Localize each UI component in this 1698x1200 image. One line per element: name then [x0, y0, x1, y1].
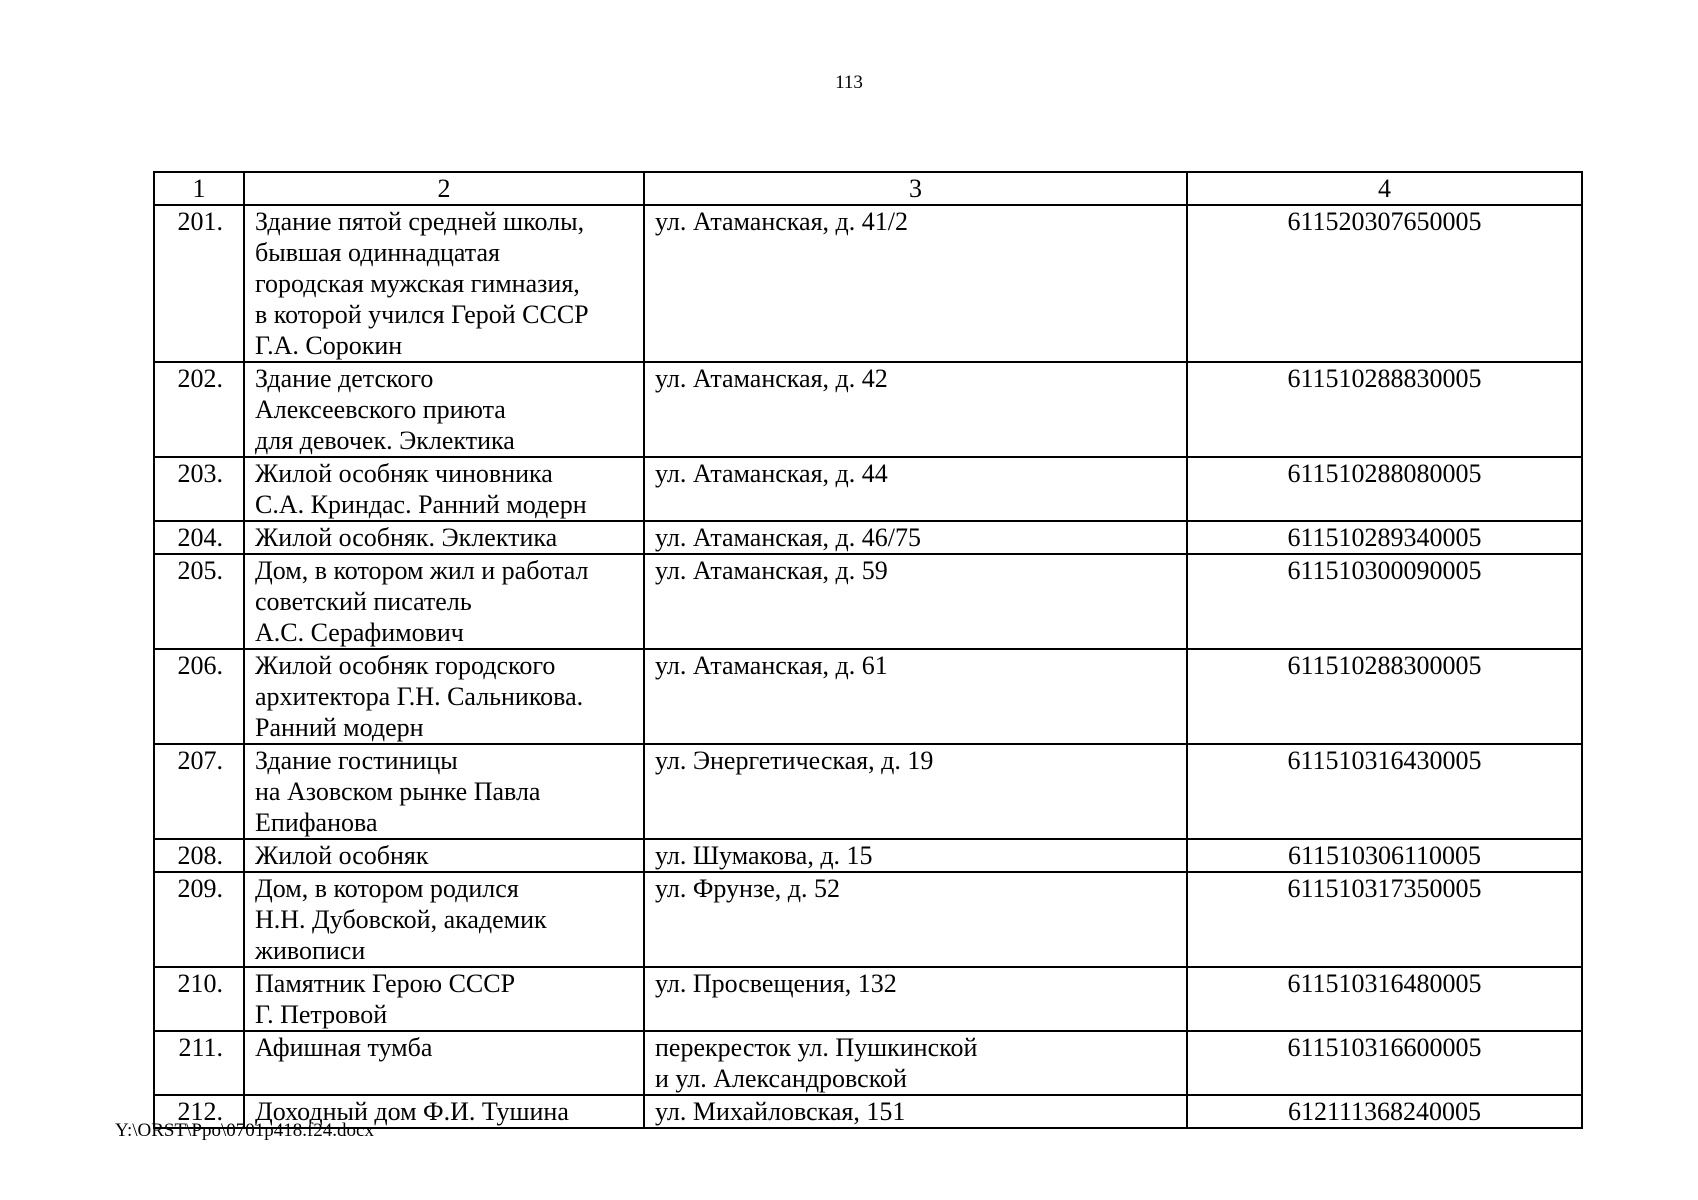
monuments-table-container: [153, 171, 1581, 1129]
row-number: 203.: [154, 457, 244, 521]
registry-code: 611510316430005: [1187, 744, 1582, 839]
table-row: [154, 457, 1582, 521]
object-name-line: Жилой особняк чиновника: [255, 459, 553, 488]
object-address: [644, 839, 1187, 872]
object-name-line: для девочек. Эклектика: [255, 426, 515, 455]
object-address-line: ул. Атаманская, д. 46/75: [655, 523, 921, 552]
table-row: [154, 744, 1582, 839]
object-name-line: Здание пятой средней школы,: [255, 207, 585, 236]
object-name: [244, 362, 644, 457]
row-number: 208.: [154, 839, 244, 872]
object-name-line: Здание детского: [255, 364, 434, 393]
object-address-line: ул. Энергетическая, д. 19: [655, 746, 934, 775]
object-name-line: Епифанова: [255, 808, 378, 837]
registry-code: 611510317350005: [1187, 872, 1582, 967]
header-col-1: 1: [154, 172, 244, 205]
registry-code: 611520307650005: [1187, 205, 1582, 362]
object-name: [244, 649, 644, 744]
object-address: [644, 205, 1187, 362]
header-col-2: 2: [244, 172, 644, 205]
object-name-line: на Азовском рынке Павла: [255, 777, 541, 806]
row-number: 209.: [154, 872, 244, 967]
object-name-line: Дом, в котором родился: [255, 874, 519, 903]
object-address-line: ул. Атаманская, д. 59: [655, 556, 888, 585]
table-row: [154, 205, 1582, 362]
monuments-table: [153, 171, 1583, 1129]
registry-code: 611510316600005: [1187, 1031, 1582, 1095]
object-address: [644, 872, 1187, 967]
table-row: [154, 872, 1582, 967]
object-address-line: ул. Атаманская, д. 44: [655, 459, 888, 488]
object-address-line: перекресток ул. Пушкинской: [655, 1033, 978, 1062]
footer-file-path: Y:\ORST\Ppo\0701p418.f24.docx: [115, 1120, 374, 1141]
table-row: [154, 649, 1582, 744]
object-name-line: Памятник Герою СССР: [255, 969, 516, 998]
registry-code: 611510289340005: [1187, 521, 1582, 554]
object-address: [644, 744, 1187, 839]
object-address: [644, 554, 1187, 649]
registry-code: 612111368240005: [1187, 1095, 1582, 1128]
table-row: [154, 967, 1582, 1031]
object-name-line: Н.Н. Дубовской, академик: [255, 905, 547, 934]
object-address-line: ул. Просвещения, 132: [655, 969, 897, 998]
table-header-row: [154, 172, 1582, 205]
object-name-line: Жилой особняк: [255, 841, 429, 870]
header-col-4: 4: [1187, 172, 1582, 205]
object-name-line: А.С. Серафимович: [255, 618, 464, 647]
object-name-line: Алексеевского приюта: [255, 395, 506, 424]
table-row: [154, 554, 1582, 649]
object-name: [244, 457, 644, 521]
registry-code: 611510316480005: [1187, 967, 1582, 1031]
object-name-line: Афишная тумба: [255, 1033, 433, 1062]
object-address: [644, 1031, 1187, 1095]
object-name: [244, 744, 644, 839]
object-address-line: ул. Атаманская, д. 61: [655, 651, 888, 680]
object-name-line: живописи: [255, 936, 366, 965]
row-number: 210.: [154, 967, 244, 1031]
object-name-line: Жилой особняк. Эклектика: [255, 523, 558, 552]
row-number: 202.: [154, 362, 244, 457]
object-name-line: Г. Петровой: [255, 1000, 388, 1029]
object-address-line: ул. Атаманская, д. 41/2: [655, 207, 908, 236]
header-col-3: 3: [644, 172, 1187, 205]
object-address-line: ул. Шумакова, д. 15: [655, 841, 873, 870]
object-address-line: ул. Михайловская, 151: [655, 1097, 906, 1126]
object-name-line: Г.А. Сорокин: [255, 331, 403, 360]
object-name: [244, 205, 644, 362]
object-address: [644, 967, 1187, 1031]
page-number: 113: [835, 72, 863, 93]
object-name: [244, 839, 644, 872]
object-name-line: советский писатель: [255, 587, 472, 616]
registry-code: 611510288080005: [1187, 457, 1582, 521]
object-name: [244, 554, 644, 649]
row-number: 212.: [154, 1095, 244, 1128]
object-name: [244, 967, 644, 1031]
row-number: 206.: [154, 649, 244, 744]
registry-code: 611510288300005: [1187, 649, 1582, 744]
object-address-line: ул. Атаманская, д. 42: [655, 364, 888, 393]
object-name-line: Дом, в котором жил и работал: [255, 556, 589, 585]
table-row: [154, 362, 1582, 457]
object-address: [644, 362, 1187, 457]
table-row: [154, 1031, 1582, 1095]
object-address-line: ул. Фрунзе, д. 52: [655, 874, 840, 903]
object-address: [644, 521, 1187, 554]
object-name: [244, 1031, 644, 1095]
registry-code: 611510300090005: [1187, 554, 1582, 649]
object-address: [644, 457, 1187, 521]
row-number: 205.: [154, 554, 244, 649]
object-name-line: Ранний модерн: [255, 713, 424, 742]
table-body: [154, 205, 1582, 1128]
object-address: [644, 649, 1187, 744]
object-name-line: бывшая одиннадцатая: [255, 238, 500, 267]
registry-code: 611510306110005: [1187, 839, 1582, 872]
object-name-line: Жилой особняк городского: [255, 651, 556, 680]
row-number: 201.: [154, 205, 244, 362]
registry-code: 611510288830005: [1187, 362, 1582, 457]
row-number: 211.: [154, 1031, 244, 1095]
row-number: 207.: [154, 744, 244, 839]
row-number: 204.: [154, 521, 244, 554]
table-row: [154, 839, 1582, 872]
table-row: [154, 521, 1582, 554]
object-name-line: С.А. Криндас. Ранний модерн: [255, 490, 587, 519]
object-name-line: Доходный дом Ф.И. Тушина: [255, 1097, 569, 1126]
object-name-line: Здание гостиницы: [255, 746, 458, 775]
object-name: [244, 872, 644, 967]
object-name-line: городская мужская гимназия,: [255, 269, 580, 298]
object-address: [644, 1095, 1187, 1128]
object-name-line: в которой учился Герой СССР: [255, 300, 589, 329]
object-name-line: архитектора Г.Н. Сальникова.: [255, 682, 584, 711]
object-name: [244, 521, 644, 554]
object-address-line: и ул. Александровской: [655, 1064, 907, 1093]
